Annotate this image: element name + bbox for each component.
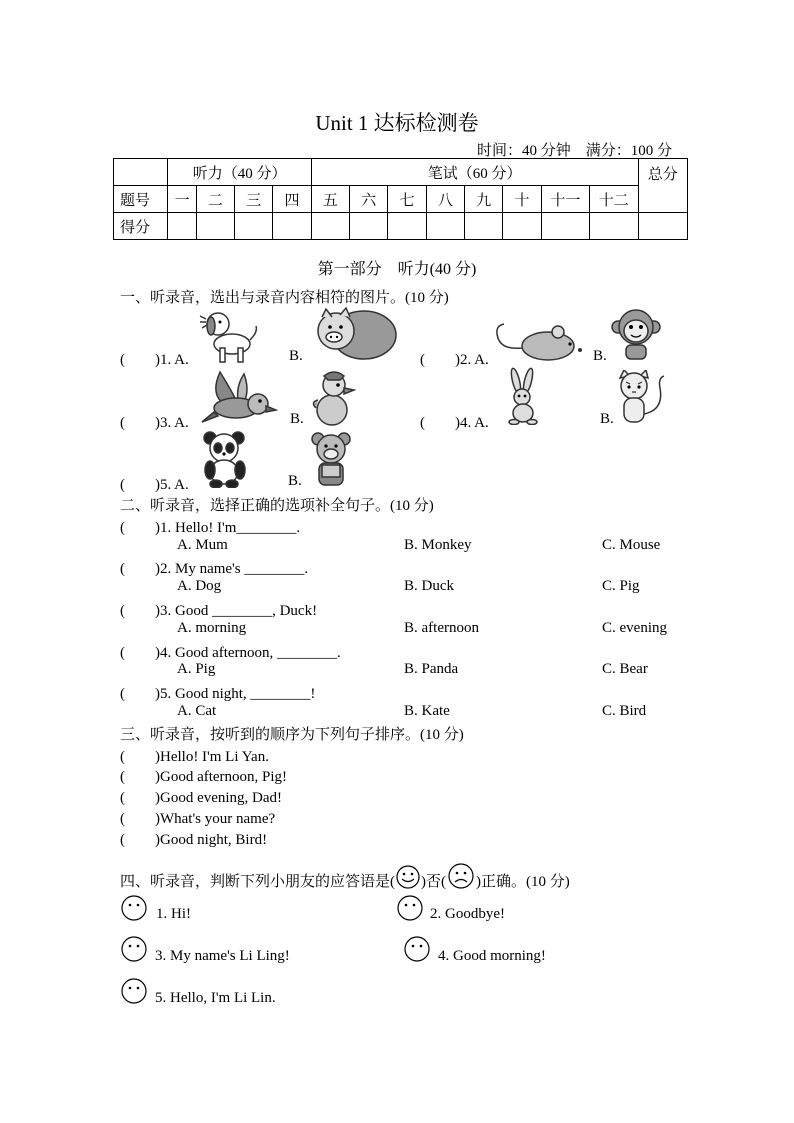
- score-cell[interactable]: [235, 213, 273, 240]
- question-3-b: B.: [290, 411, 304, 427]
- score-cell[interactable]: [350, 213, 388, 240]
- score-cell[interactable]: [168, 213, 196, 240]
- question-1-b: B.: [289, 348, 303, 364]
- table-row: [114, 186, 688, 213]
- time-info: 时间：40 分钟 满分：100 分: [476, 143, 672, 159]
- row-label-score: 得分: [114, 213, 168, 240]
- s2-option-a: A. Cat: [177, 703, 217, 719]
- s2-option-c: C. Pig: [602, 578, 640, 594]
- smile-face-icon: [395, 865, 421, 889]
- s2-option-c: C. evening: [602, 620, 667, 636]
- question-4-label: ( )4. A.: [420, 415, 489, 431]
- s2-question-5: ( )5. Good night, ________!: [120, 686, 316, 702]
- monkey-icon: [610, 307, 662, 362]
- s4-item-3: 3. My name's Li Ling!: [155, 948, 290, 964]
- s3-item: ( )Good evening, Dad!: [120, 790, 283, 806]
- s2-option-b: B. Duck: [404, 578, 454, 594]
- question-2-b: B.: [593, 348, 607, 364]
- answer-face-icon[interactable]: [403, 936, 431, 962]
- s2-option-a: A. morning: [177, 620, 247, 636]
- s2-question-4: ( )4. Good afternoon, ________.: [120, 645, 341, 661]
- section4-title: [120, 863, 570, 891]
- table-cell: 七: [388, 186, 426, 213]
- table-cell: 九: [465, 186, 503, 213]
- s2-option-a: A. Dog: [177, 578, 222, 594]
- table-cell: 十二: [590, 186, 638, 213]
- s2-option-b: B. Monkey: [404, 537, 472, 553]
- listening-header: 听力（40 分）: [168, 159, 311, 186]
- s3-item: ( )What's your name?: [120, 811, 276, 827]
- s4-item-4: 4. Good morning!: [438, 948, 546, 964]
- table-corner: [114, 159, 168, 186]
- s4-item-1: 1. Hi!: [156, 906, 191, 922]
- section1-title: 一、听录音，选出与录音内容相符的图片。(10 分): [120, 290, 449, 306]
- section3-title: 三、听录音，按听到的顺序为下列句子排序。(10 分): [120, 727, 464, 743]
- s3-item: ( )Hello! I'm Li Yan.: [120, 749, 269, 765]
- score-cell[interactable]: [311, 213, 349, 240]
- section4-title-part: )正确。(10 分): [476, 874, 570, 890]
- table-cell: 十: [503, 186, 541, 213]
- part1-title: 第一部分 听力(40 分): [317, 261, 477, 278]
- question-1-label: ( )1. A.: [120, 352, 189, 368]
- bear-icon: [310, 431, 352, 489]
- s3-item: ( )Good afternoon, Pig!: [120, 769, 288, 785]
- s4-item-5: 5. Hello, I'm Li Lin.: [155, 990, 276, 1006]
- s4-item-2: 2. Goodbye!: [430, 906, 505, 922]
- section2-title: 二、听录音，选择正确的选项补全句子。(10 分): [120, 498, 434, 514]
- question-2-label: ( )2. A.: [420, 352, 489, 368]
- question-5-label: ( )5. A.: [120, 477, 189, 493]
- table-row: [114, 213, 688, 240]
- answer-face-icon[interactable]: [120, 978, 148, 1004]
- s2-option-a: A. Pig: [177, 661, 216, 677]
- duck-icon: [310, 368, 356, 428]
- question-4-b: B.: [600, 411, 614, 427]
- score-cell[interactable]: [590, 213, 638, 240]
- s2-option-a: A. Mum: [177, 537, 228, 553]
- table-cell: 三: [235, 186, 273, 213]
- table-cell: 八: [426, 186, 464, 213]
- s2-option-c: C. Mouse: [602, 537, 661, 553]
- s2-question-2: ( )2. My name's ________.: [120, 561, 309, 577]
- pig-icon: [308, 305, 400, 363]
- table-cell: 五: [311, 186, 349, 213]
- s2-option-b: B. afternoon: [404, 620, 479, 636]
- s2-question-3: ( )3. Good ________, Duck!: [120, 603, 318, 619]
- row-label-number: 题号: [114, 186, 168, 213]
- s2-option-c: C. Bird: [602, 703, 647, 719]
- section4-title-part: )否(: [421, 874, 446, 890]
- answer-face-icon[interactable]: [120, 936, 148, 962]
- total-header: 总分: [638, 159, 688, 213]
- s2-option-b: B. Kate: [404, 703, 450, 719]
- cat-icon: [612, 370, 670, 426]
- score-cell[interactable]: [638, 213, 688, 240]
- answer-face-icon[interactable]: [396, 895, 424, 921]
- table-cell: 四: [273, 186, 311, 213]
- s2-option-c: C. Bear: [602, 661, 648, 677]
- score-cell[interactable]: [196, 213, 234, 240]
- s2-question-1: ( )1. Hello! I'm________.: [120, 520, 301, 536]
- section4-title-part: 四、听录音，判断下列小朋友的应答语是(: [120, 874, 395, 890]
- rabbit-icon: [502, 367, 544, 425]
- question-3-label: ( )3. A.: [120, 415, 189, 431]
- score-table: [113, 158, 688, 240]
- score-cell[interactable]: [273, 213, 311, 240]
- s2-option-b: B. Panda: [404, 661, 459, 677]
- question-5-b: B.: [288, 473, 302, 489]
- score-cell[interactable]: [541, 213, 589, 240]
- writing-header: 笔试（60 分）: [311, 159, 638, 186]
- table-cell: 十一: [541, 186, 589, 213]
- score-cell[interactable]: [465, 213, 503, 240]
- table-cell: 二: [196, 186, 234, 213]
- table-cell: 一: [168, 186, 196, 213]
- dog-icon: [198, 306, 260, 364]
- bird-icon: [200, 368, 278, 428]
- s3-item: ( )Good night, Bird!: [120, 832, 268, 848]
- mouse-icon: [492, 320, 588, 364]
- sad-face-icon: [446, 863, 476, 889]
- score-cell[interactable]: [426, 213, 464, 240]
- score-cell[interactable]: [503, 213, 541, 240]
- table-cell: 六: [350, 186, 388, 213]
- score-cell[interactable]: [388, 213, 426, 240]
- answer-face-icon[interactable]: [120, 895, 148, 921]
- page-title: Unit 1 达标检测卷: [315, 111, 479, 135]
- panda-icon: [200, 430, 250, 488]
